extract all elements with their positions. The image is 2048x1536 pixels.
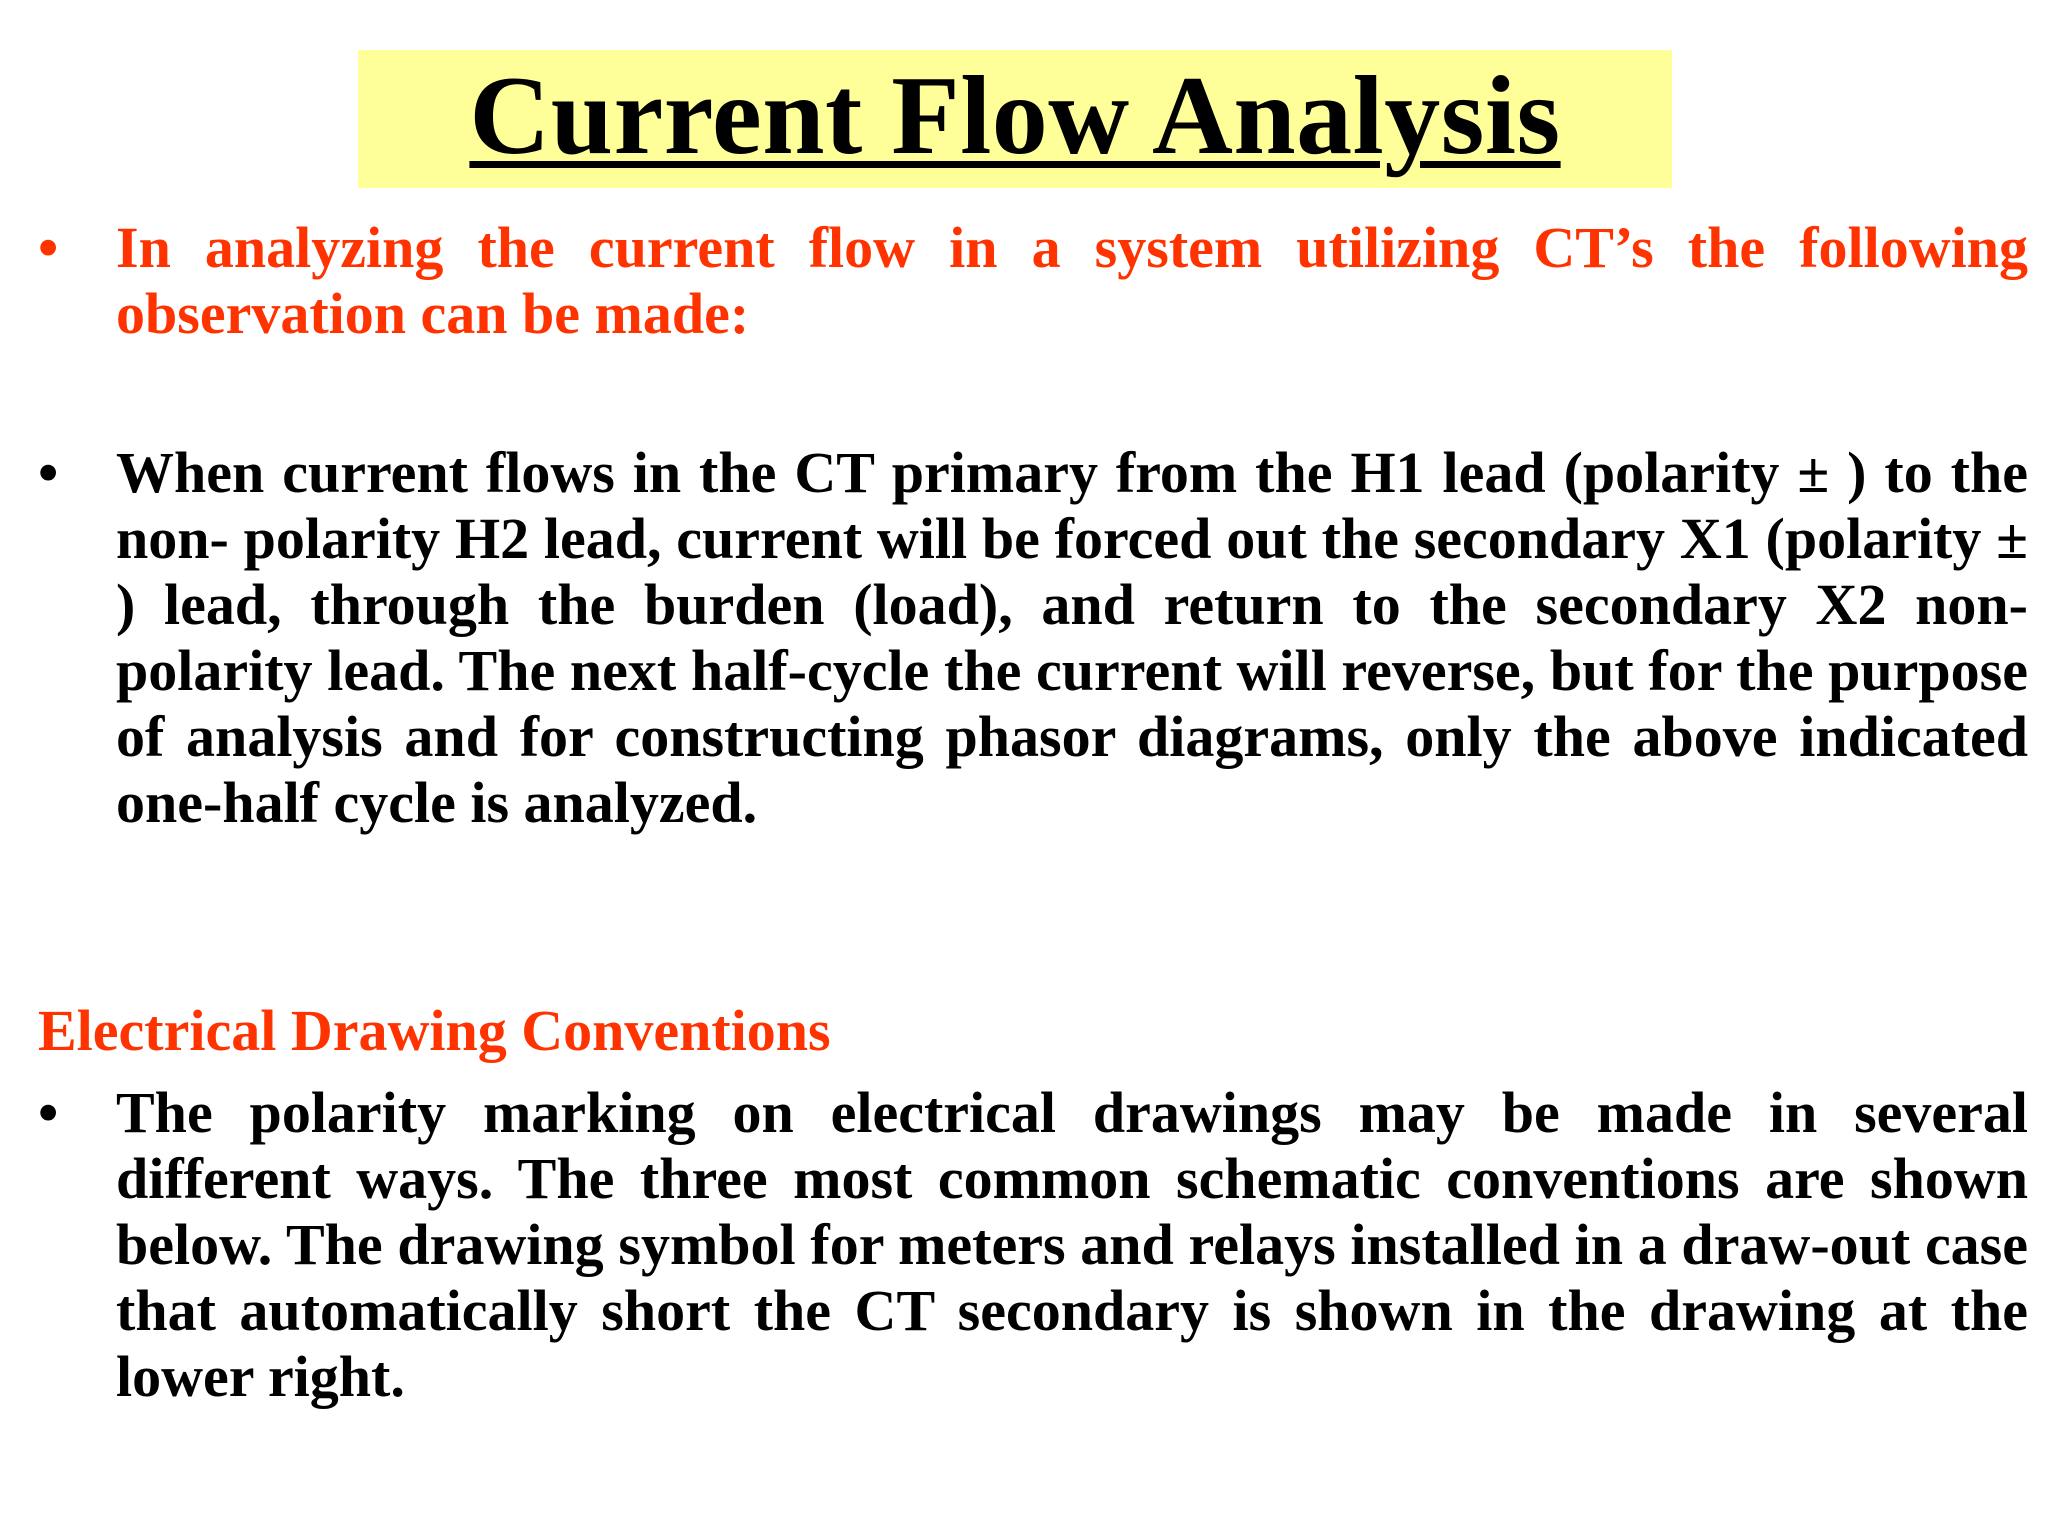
title-banner: [358, 50, 1672, 188]
bullet-list-intro: [30, 215, 2028, 347]
bullet-icon: •: [38, 440, 59, 505]
list-item: [30, 440, 2028, 836]
bullet-list-conventions: [30, 1080, 2028, 1410]
bullet-icon: •: [38, 215, 59, 280]
list-item: [30, 215, 2028, 347]
bullet-text-observation: In analyzing the current flow in a system utilizing CT’s the following observation can be made:: [116, 215, 2028, 346]
bullet-text-polarity-marking: The polarity marking on electrical drawings may be made in several different ways. The three most common schematic conventions are shown below. The drawing symbol for meters and relays installed in a draw-out case that automatically short the CT secondary is shown in the drawing at the lower right.: [116, 1080, 2028, 1409]
bullet-list-current-flow: [30, 440, 2028, 836]
bullet-text-current-flow: When current flows in the CT primary from the H1 lead (polarity ± ) to the non- polarity H2 lead, current will be forced out the secondary X1 (polarity ± ) lead, through the burden (load), and return to the secondary X2 non-polarity lead. The next half-cycle the current will reverse, but for the purpose of analysis and for constructing phasor diagrams, only the above indicated one-half cycle is analyzed.: [116, 440, 2028, 835]
section-heading: Electrical Drawing Conventions: [38, 998, 831, 1063]
list-item: [30, 1080, 2028, 1410]
bullet-icon: •: [38, 1080, 59, 1145]
page-title: Current Flow Analysis: [469, 54, 1561, 178]
